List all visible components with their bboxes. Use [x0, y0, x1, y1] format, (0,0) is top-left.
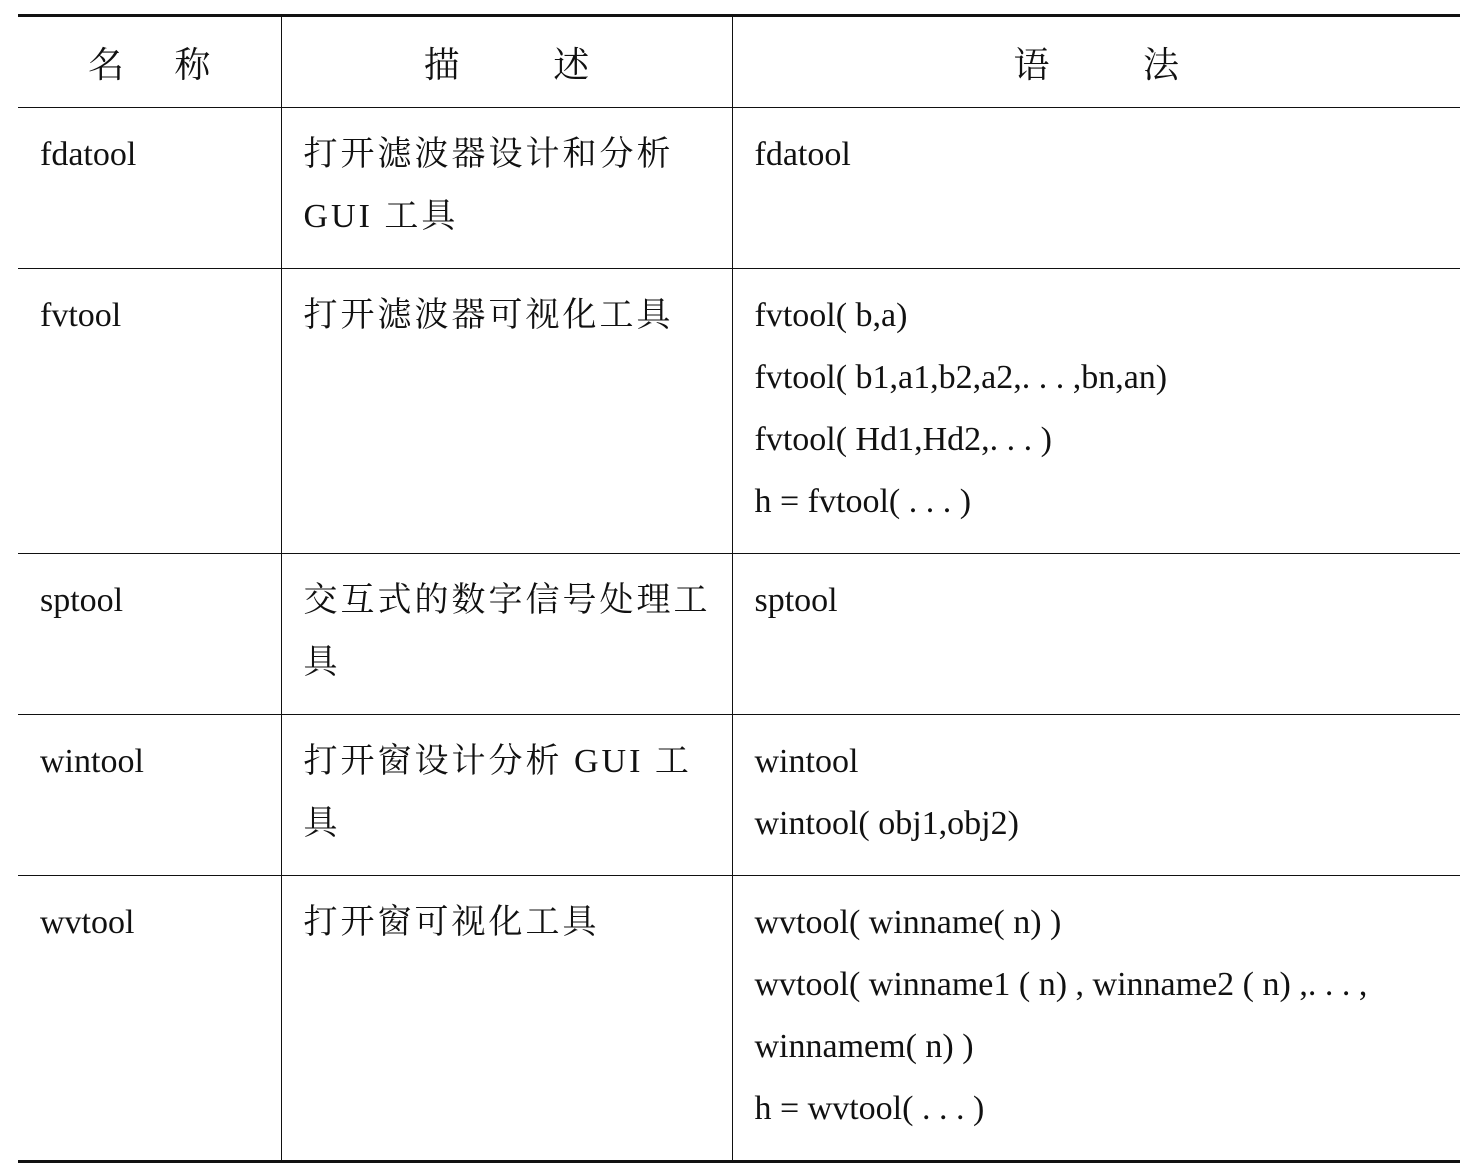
header-name — [18, 16, 281, 108]
cell-description: 打开滤波器可视化工具 — [281, 269, 732, 554]
syntax-line: wvtool( winname( n) ) — [754, 904, 1062, 941]
cell-description: 打开窗可视化工具 — [281, 876, 732, 1162]
header-name-label: 名称 — [88, 44, 261, 85]
header-row — [18, 16, 1460, 108]
cell-name: wintool — [40, 743, 144, 780]
syntax-line: wintool( obj1,obj2) — [754, 805, 1019, 842]
cell-name: wvtool — [40, 904, 135, 941]
syntax-line: fvtool( b1,a1,b2,a2,. . . ,bn,an) — [754, 359, 1168, 396]
cell-description: 交互式的数字信号处理工具 — [281, 554, 732, 715]
header-syntax-label: 语法 — [1013, 44, 1273, 85]
cell-syntax — [732, 269, 1460, 554]
syntax-line: h = fvtool( . . . ) — [754, 483, 972, 520]
syntax-line: fdatool — [754, 136, 851, 173]
cell-name: sptool — [40, 582, 124, 619]
cell-description: 打开滤波器设计和分析 GUI 工具 — [281, 108, 732, 269]
table-row-fdatool — [18, 108, 1460, 269]
table-row-wintool — [18, 715, 1460, 876]
cell-syntax — [732, 108, 1460, 269]
syntax-line: h = wvtool( . . . ) — [754, 1090, 985, 1127]
table-header — [18, 16, 1460, 108]
table-row-fvtool — [18, 269, 1460, 554]
table-row-wvtool — [18, 876, 1460, 1162]
cell-name: fdatool — [40, 136, 137, 173]
cell-name: fvtool — [40, 297, 122, 334]
header-syntax — [732, 16, 1460, 108]
table-row-sptool — [18, 554, 1460, 715]
header-description-label: 描述 — [423, 44, 683, 85]
syntax-line: sptool — [754, 582, 838, 619]
syntax-line: wvtool( winname1 ( n) , winname2 ( n) ,. . . , — [754, 966, 1368, 1003]
syntax-line: fvtool( b,a) — [754, 297, 908, 334]
cell-syntax — [732, 554, 1460, 715]
header-description — [281, 16, 732, 108]
table-body — [18, 108, 1460, 1162]
function-table — [18, 14, 1460, 1163]
syntax-line: winnamem( n) ) — [754, 1028, 974, 1065]
cell-syntax — [732, 715, 1460, 876]
cell-description: 打开窗设计分析 GUI 工具 — [281, 715, 732, 876]
syntax-line: fvtool( Hd1,Hd2,. . . ) — [754, 421, 1052, 458]
syntax-line: wintool — [754, 743, 859, 780]
cell-syntax — [732, 876, 1460, 1162]
